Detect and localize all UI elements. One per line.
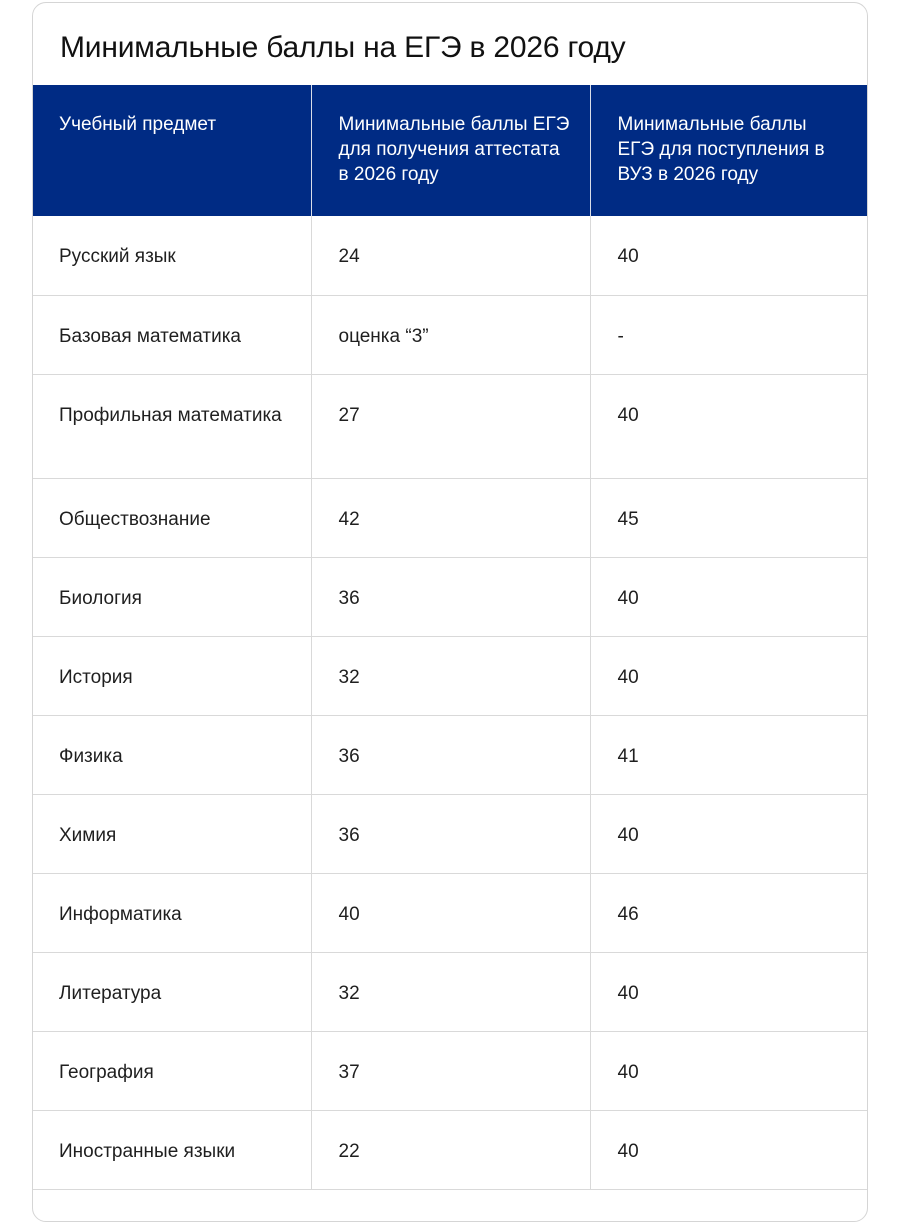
header-certificate-min: Минимальные баллы ЕГЭ для получения аттестата в 2026 году bbox=[311, 85, 590, 216]
cell-certificate-min: 36 bbox=[311, 794, 590, 873]
cell-subject: Физика bbox=[32, 715, 311, 794]
cell-subject: География bbox=[32, 1031, 311, 1110]
cell-certificate-min: 27 bbox=[311, 374, 590, 478]
cell-certificate-min: 22 bbox=[311, 1110, 590, 1189]
cell-certificate-min: 40 bbox=[311, 873, 590, 952]
table-row bbox=[32, 295, 868, 374]
cell-subject: Литература bbox=[32, 952, 311, 1031]
cell-subject: Базовая математика bbox=[32, 295, 311, 374]
table-row bbox=[32, 1031, 868, 1110]
table-row bbox=[32, 216, 868, 295]
cell-certificate-min: 36 bbox=[311, 557, 590, 636]
cell-subject: Информатика bbox=[32, 873, 311, 952]
cell-subject: Обществознание bbox=[32, 478, 311, 557]
cell-certificate-min: 24 bbox=[311, 216, 590, 295]
header-subject: Учебный предмет bbox=[32, 85, 311, 216]
header-university-min: Минимальные баллы ЕГЭ для поступления в ВУЗ в 2026 году bbox=[590, 85, 868, 216]
cell-subject: История bbox=[32, 636, 311, 715]
cell-subject: Профильная математика bbox=[32, 374, 311, 478]
table-header bbox=[32, 85, 868, 216]
table-row bbox=[32, 1110, 868, 1189]
scores-card bbox=[32, 2, 868, 1222]
table-row bbox=[32, 478, 868, 557]
cell-university-min: 40 bbox=[590, 1110, 868, 1189]
cell-certificate-min: 32 bbox=[311, 952, 590, 1031]
cell-certificate-min: 36 bbox=[311, 715, 590, 794]
page-title: Минимальные баллы на ЕГЭ в 2026 году bbox=[60, 31, 626, 64]
cell-subject: Химия bbox=[32, 794, 311, 873]
cell-university-min: 40 bbox=[590, 636, 868, 715]
cell-university-min: 41 bbox=[590, 715, 868, 794]
cell-university-min: 40 bbox=[590, 794, 868, 873]
cell-subject: Русский язык bbox=[32, 216, 311, 295]
table-row bbox=[32, 557, 868, 636]
table-row bbox=[32, 952, 868, 1031]
table-row bbox=[32, 636, 868, 715]
cell-university-min: 40 bbox=[590, 1031, 868, 1110]
table-row bbox=[32, 873, 868, 952]
cell-university-min: 40 bbox=[590, 557, 868, 636]
cell-university-min: 46 bbox=[590, 873, 868, 952]
cell-university-min: 40 bbox=[590, 952, 868, 1031]
cell-certificate-min: оценка “3” bbox=[311, 295, 590, 374]
header-row bbox=[32, 85, 868, 216]
cell-certificate-min: 37 bbox=[311, 1031, 590, 1110]
cell-certificate-min: 32 bbox=[311, 636, 590, 715]
cell-university-min: 45 bbox=[590, 478, 868, 557]
table-body bbox=[32, 216, 868, 1189]
cell-certificate-min: 42 bbox=[311, 478, 590, 557]
scores-table bbox=[32, 85, 868, 1190]
table-row bbox=[32, 715, 868, 794]
cell-university-min: 40 bbox=[590, 374, 868, 478]
table-row bbox=[32, 374, 868, 478]
cell-subject: Биология bbox=[32, 557, 311, 636]
cell-subject: Иностранные языки bbox=[32, 1110, 311, 1189]
table-row bbox=[32, 794, 868, 873]
cell-university-min: 40 bbox=[590, 216, 868, 295]
cell-university-min: - bbox=[590, 295, 868, 374]
